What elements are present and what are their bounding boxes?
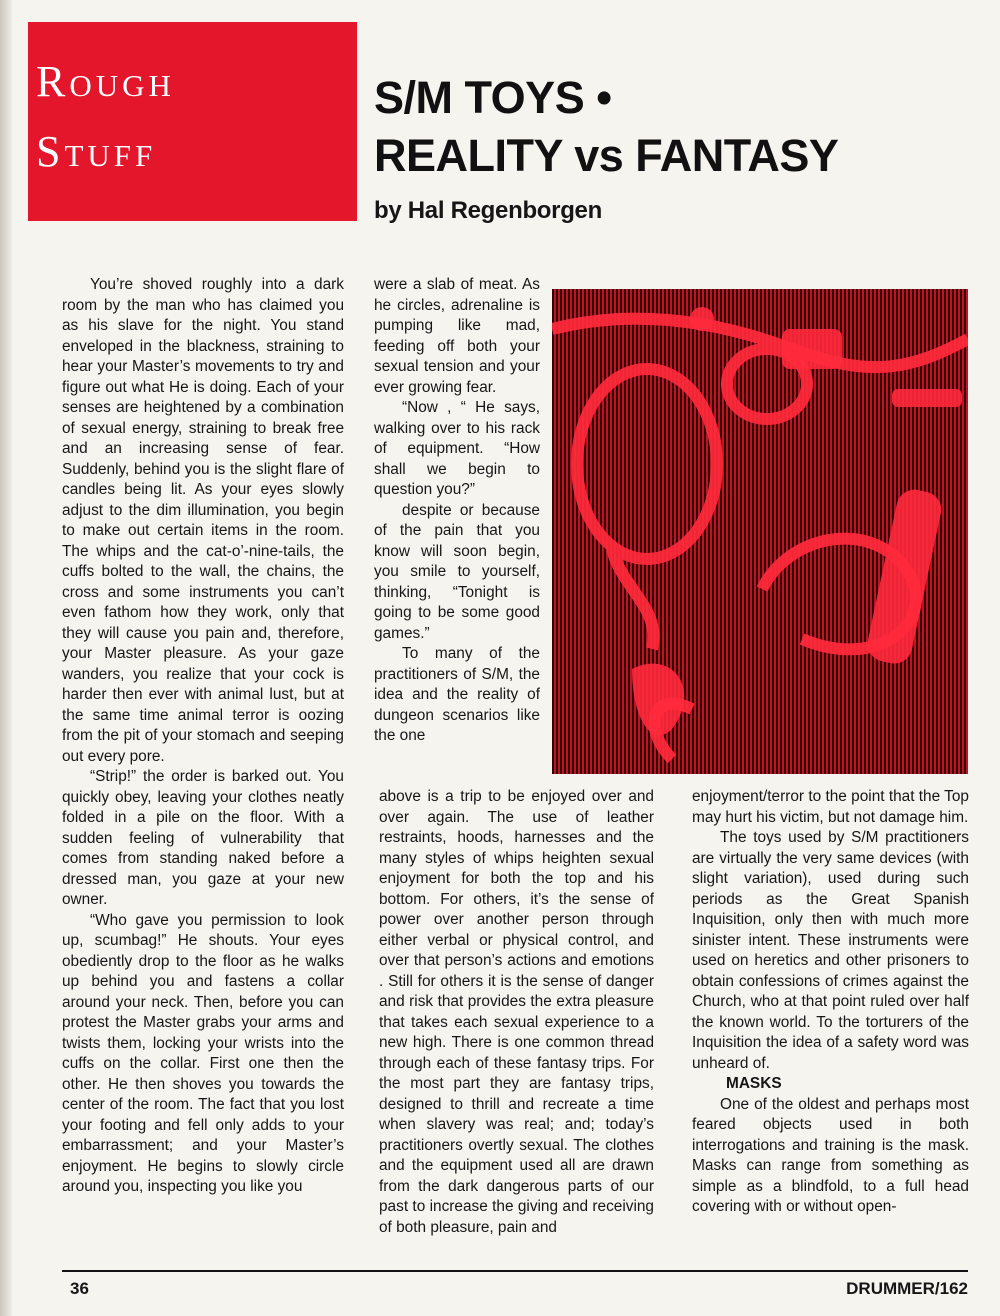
handcuffs-and-shackles-image (552, 289, 968, 774)
page-number: 36 (70, 1279, 89, 1298)
subheading-masks: MASKS (726, 1075, 782, 1092)
paragraph: “Now , “ He says, walking over to his rack of equipment. “How shall we begin to question you?” (374, 399, 540, 498)
article-column-1 (62, 275, 344, 1198)
paragraph: above is a trip to be enjoyed over and over again. The use of leather restraints, hoods, harnesses and the many styles of whips heighten sexual enjoyment for both the top and his bottom. For others, it’s the sense of power over another person through either verbal or physical control, and over that person’s actions and emotions . Still for others it is the sense of danger and risk that provides the extra pleasure that takes each sexual experience to a new high. There is one common thread through each of these fantasy trips. For the most part they are fantasy trips, designed to thrill and recreate a time when slavery was real; and; today’s practitioners overtly sexual. The clothes and the equipment used all are drawn from the dark dangerous parts of our past to increase the giving and receiving of both pleasure, pain and (379, 788, 654, 1236)
article-column-3 (692, 787, 969, 1218)
footer-rule (62, 1270, 968, 1272)
magazine-issue: DRUMMER/162 (846, 1279, 968, 1298)
paragraph: To many of the practitioners of S/M, the idea and the reality of dungeon scenarios like the one (374, 645, 540, 744)
paragraph: were a slab of meat. As he circles, adrenaline is pumping like mad, feeding off both your sexual tension and your ever growing fear. (374, 276, 540, 396)
byline: by Hal Regenborgen (374, 197, 602, 224)
paragraph: “Strip!” the order is barked out. You quickly obey, leaving your clothes neatly folded in a pile on the floor. With a sudden feeling of vulnerability that comes from standing naked before a dressed man, you gaze at your new owner. (62, 768, 344, 908)
paragraph: despite or because of the pain that you know will soon begin, you smile to yourself, thinking, “Tonight is going to be some good games.” (374, 501, 540, 642)
section-title-line-2: Stuff (36, 127, 157, 176)
paragraph: The toys used by S/M practitioners are virtually the very same devices (with slight variation), used during such periods as the Great Spanish Inquisition, only then with much more sinister intent. These instruments were used on heretics and other prisoners to obtain confessions of crimes against the Church, who at that point ruled over half the known world. To the torturers of the Inquisition the idea of a safety word was unheard of. (692, 829, 969, 1072)
page-gutter-shadow (0, 0, 12, 1316)
paragraph: enjoyment/terror to the point that the Top may hurt his victim, but not damage him. (692, 788, 969, 826)
paragraph: You’re shoved roughly into a dark room by the man who has claimed you as his slave for the night. You stand enveloped in the blackness, straining to hear your Master’s movements to try and figure out what He is doing. Each of your senses are heightened by a combination of sexual energy, straining to break free and an increasing sense of fear. Suddenly, behind you is the slight flare of candles being lit. As your eyes slowly adjust to the dim illumination, you begin to make out certain items in the room. The whips and the cat-o’-nine-tails, the cuffs bolted to the wall, the chains, the cross and some instruments you can’t even fathom how they work, only that they will cause you pain and, therefore, your Master pleasure. As your gaze wanders, you realize that your cock is harder then ever with animal lust, but at the same time animal terror is oozing from the pit of your stomach and seeping out every pore. (62, 276, 344, 765)
shackles-illustration (552, 289, 968, 774)
section-banner (28, 22, 357, 221)
article-column-2-lower (379, 787, 654, 1238)
paragraph: “Who gave you permission to look up, scumbag!” He shouts. Your eyes obediently drop to the floor as he walks up behind you and fastens a collar around your neck. Then, before you can protest the Master grabs your arms and twists them, locking your wrists into the cuffs on the collar. First one then the other. He then shoves you towards the center of the room. The fact that you lost your footing and fell only adds to your embarrassment; and your Master’s enjoyment. He begins to slowly circle around you, inspecting you like you (62, 911, 344, 1195)
paragraph: One of the oldest and perhaps most feared objects used in both interrogations and training is the mask. Masks can range from something as simple as a blindfold, to a full head covering with or without open- (692, 1095, 969, 1215)
section-title-line-1: Rough (36, 57, 175, 106)
headline-line-1: S/M TOYS • (374, 72, 612, 123)
headline-line-2: REALITY vs FANTASY (374, 130, 839, 181)
article-column-2-upper (374, 275, 540, 747)
